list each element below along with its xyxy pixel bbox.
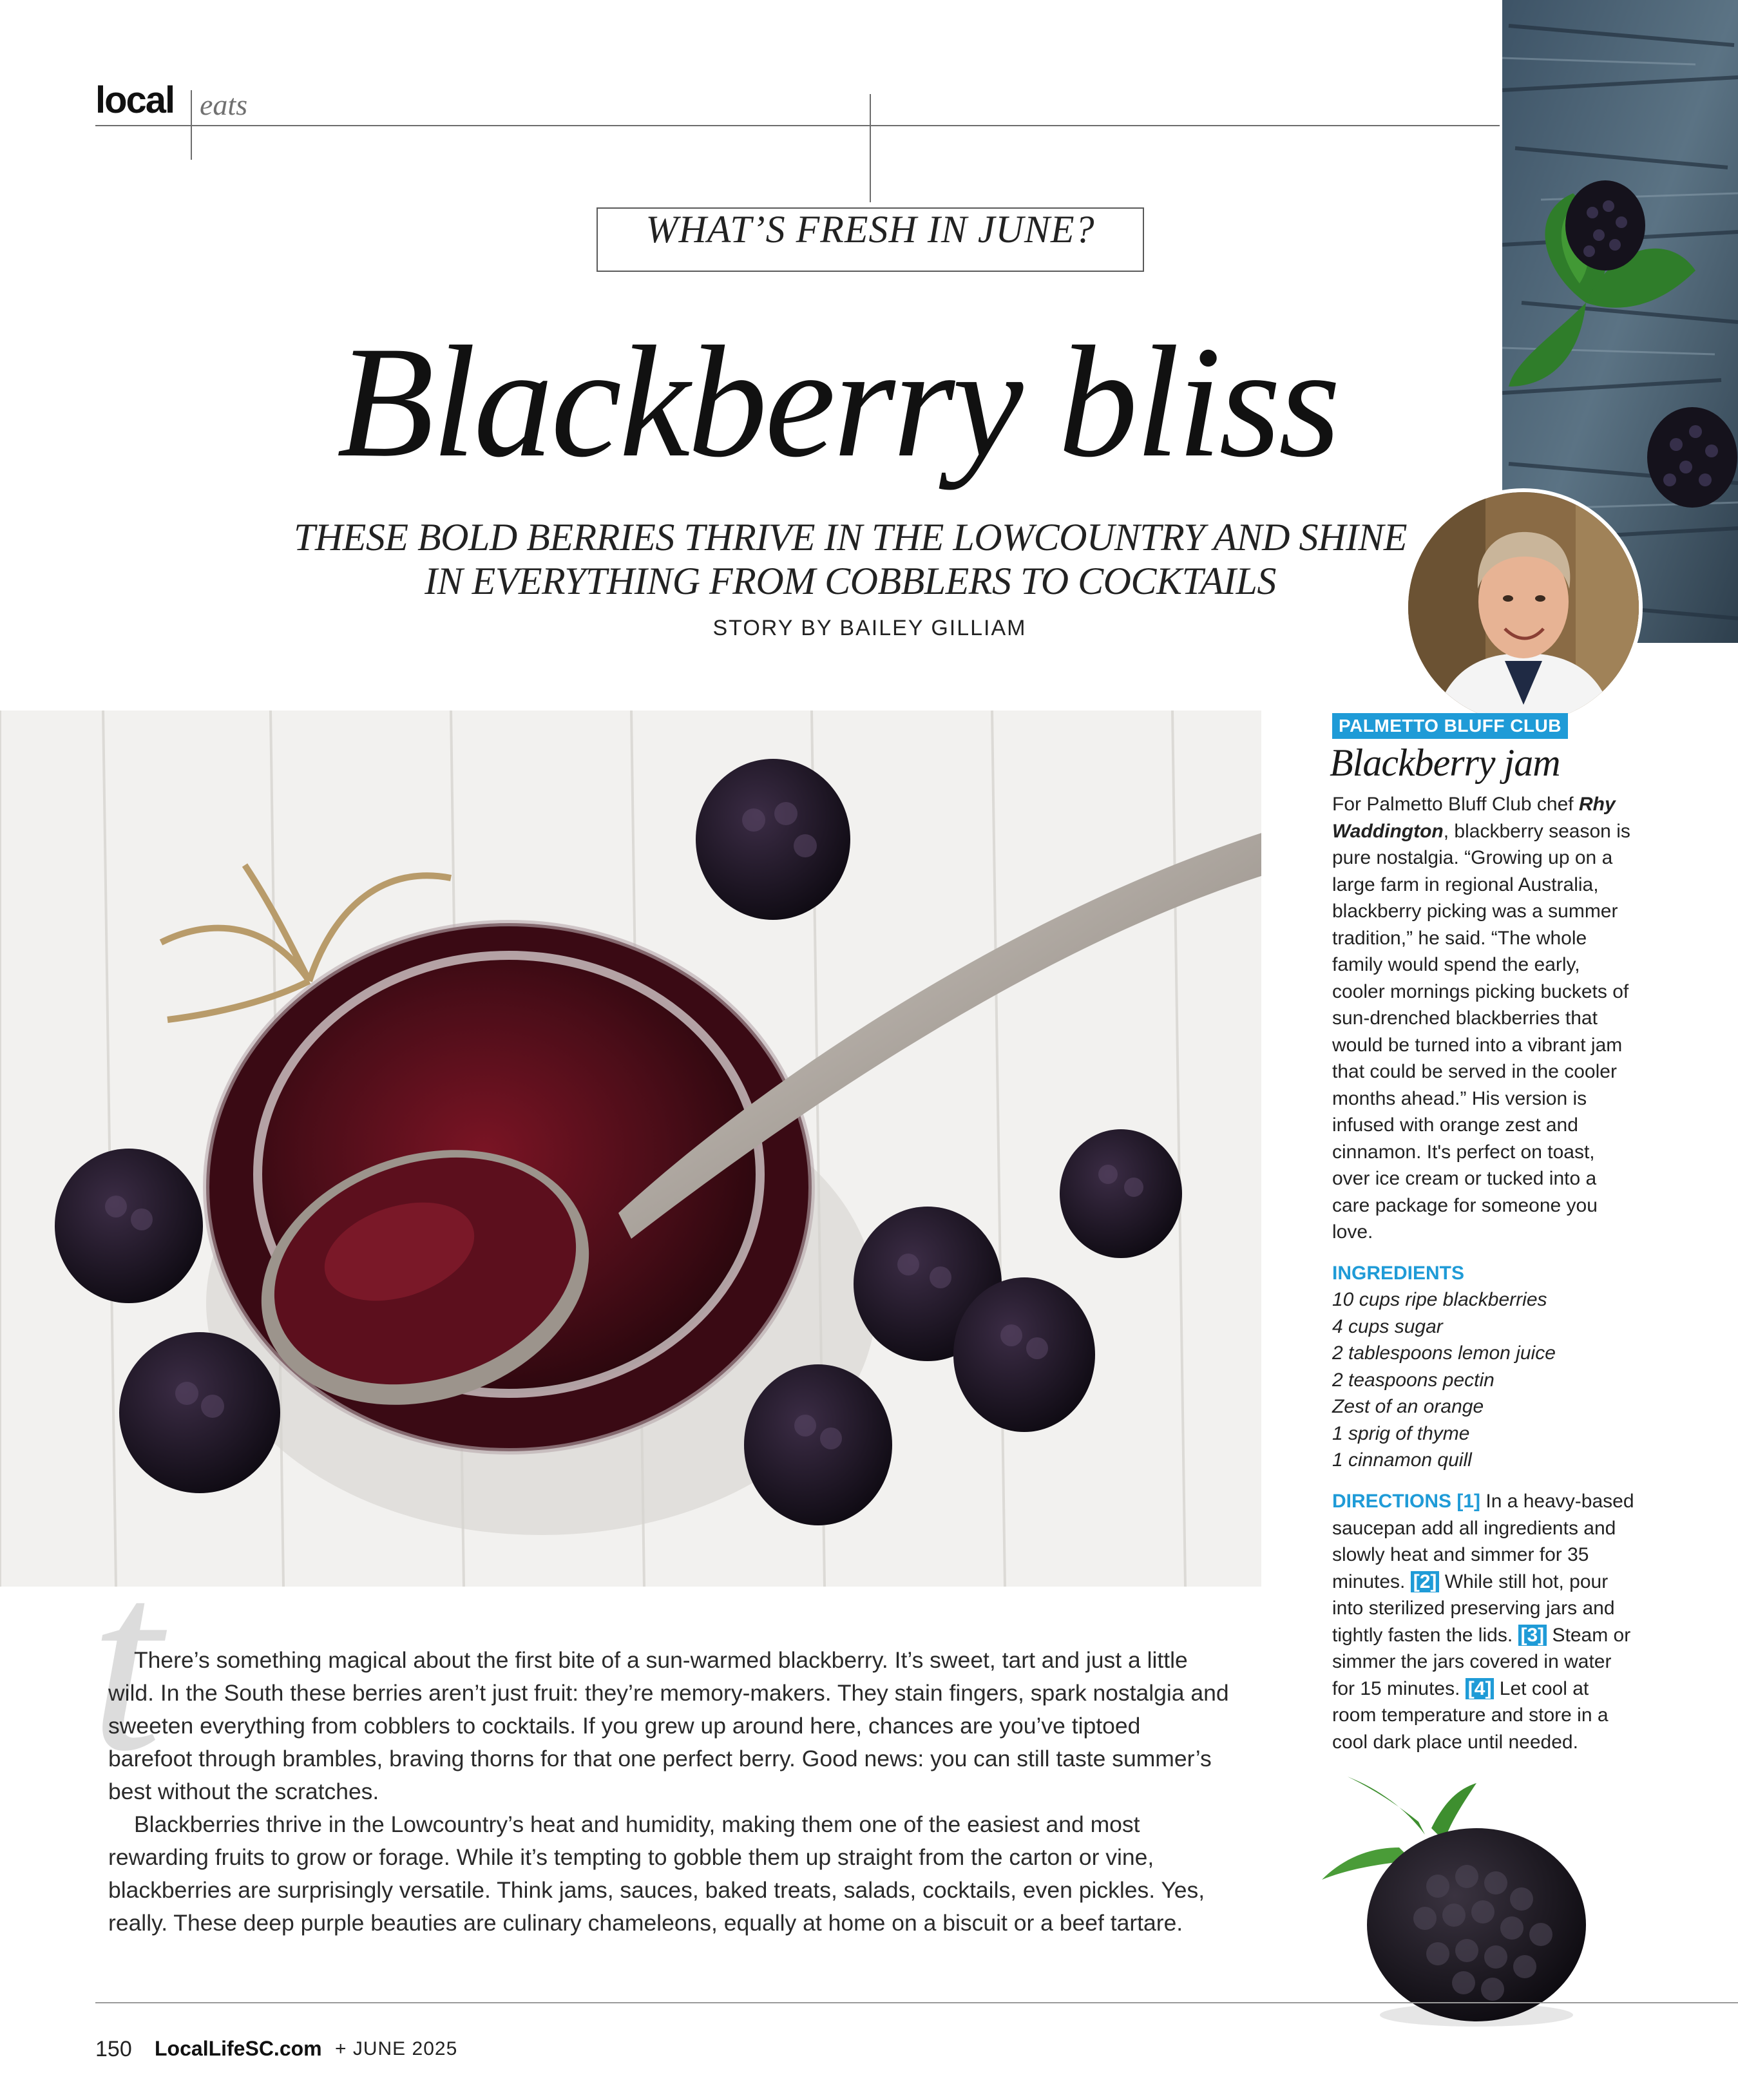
ingredients-list xyxy=(1332,1286,1635,1474)
ingredient-item: 10 cups ripe blackberries xyxy=(1332,1289,1547,1310)
ingredient-item: 1 cinnamon quill xyxy=(1332,1449,1472,1471)
headline: Blackberry bliss xyxy=(336,313,1339,490)
step-text: Let cool at room temperature and store in a cool dark place until needed. xyxy=(1332,1677,1609,1753)
directions-heading: DIRECTIONS xyxy=(1332,1491,1452,1512)
dek xyxy=(258,515,1443,603)
step-text: In a heavy-based saucepan add all ingredients and slowly heat and simmer for 35 minutes. xyxy=(1332,1491,1634,1592)
magazine-brand: local xyxy=(95,79,175,121)
ingredient-item: 2 tablespoons lemon juice xyxy=(1332,1342,1556,1364)
ingredient-item: 4 cups sugar xyxy=(1332,1315,1443,1337)
dek-line-1: THESE BOLD BERRIES THRIVE IN THE LOWCOUNTRY AND SHINE xyxy=(294,516,1407,558)
venue-tag: PALMETTO BLUFF CLUB xyxy=(1332,713,1568,739)
blackberry-jam-photo xyxy=(0,711,1261,1587)
step-number: [4] xyxy=(1466,1678,1494,1699)
step-number: [2] xyxy=(1411,1571,1440,1592)
step-text: Steam or simmer the jars covered in water for 15 minutes. xyxy=(1332,1624,1631,1699)
byline: STORY BY BAILEY GILLIAM xyxy=(712,616,1027,640)
page-number: 150 xyxy=(95,2037,132,2061)
header-center-rule xyxy=(870,94,871,202)
blackberry-illustration xyxy=(1322,1770,1592,2028)
step-number: [1] xyxy=(1456,1491,1481,1512)
step-text: While still hot, pour into sterilized preserving jars and tightly fasten the lids. xyxy=(1332,1570,1615,1646)
ingredient-item: 1 sprig of thyme xyxy=(1332,1422,1470,1444)
ingredient-item: 2 teaspoons pectin xyxy=(1332,1369,1494,1391)
recipe-title: Blackberry jam xyxy=(1330,741,1560,784)
ingredients-heading: INGREDIENTS xyxy=(1332,1263,1465,1284)
article-body xyxy=(108,1644,1229,1940)
header-divider xyxy=(191,90,192,160)
chef-portrait xyxy=(1404,488,1643,727)
footer-site: LocalLifeSC.com xyxy=(155,2037,322,2060)
body-paragraph: Blackberries thrive in the Lowcountry’s heat and humidity, making them one of the easiest and most rewarding fruits to grow or forage. While it’s tempting to gobble them up straight from the carton or vine, blackberries are surprisingly versatile. Think jams, sauces, baked treats, salads, cocktails, even pickles. Yes, really. These deep purple beauties are culinary chameleons, equally at home on a biscuit or a beef tartare. xyxy=(108,1811,1205,1936)
footer-rule xyxy=(95,2002,1738,2003)
intro-body: , blackberry season is pure nostalgia. “Growing up on a large farm in regional Australia, blackberry picking was a summer tradition,” he said. “The whole family would spend the early, cooler mornings picking buckets of sun-drenched blackberries that would be turned into a vibrant jam that could be served in the cooler months ahead.” His version is infused with orange zest and cinnamon. It's perfect on toast, over ice cream or tucked into a care package for someone you love. xyxy=(1332,820,1630,1243)
intro-lead: For Palmetto Bluff Club chef xyxy=(1332,794,1579,815)
recipe-intro xyxy=(1332,791,1635,1246)
header-rule xyxy=(95,125,1500,126)
step-number: [3] xyxy=(1518,1625,1547,1646)
directions xyxy=(1332,1488,1635,1755)
drop-cap: t xyxy=(90,1519,162,1804)
footer-issue: + JUNE 2025 xyxy=(335,2038,458,2059)
body-paragraph: There’s something magical about the first bite of a sun-warmed blackberry. It’s sweet, tart and just a little wild. In the South these berries aren’t just fruit: they’re memory-makers. They stain fingers, spark nostalgia and sweeten everything from cobblers to cocktails. If you grew up around here, chances are you’ve tiptoed barefoot through brambles, braving thorns for that one perfect berry. Good news: you can still taste summer’s best without the scratches. xyxy=(108,1647,1229,1804)
chef-name: Rhy Waddington xyxy=(1332,794,1616,842)
kicker: WHAT’S FRESH IN JUNE? xyxy=(645,208,1095,251)
ingredient-item: Zest of an orange xyxy=(1332,1396,1484,1417)
section-label: eats xyxy=(200,88,248,121)
dek-line-2: IN EVERYTHING FROM COBBLERS TO COCKTAILS xyxy=(425,560,1276,602)
